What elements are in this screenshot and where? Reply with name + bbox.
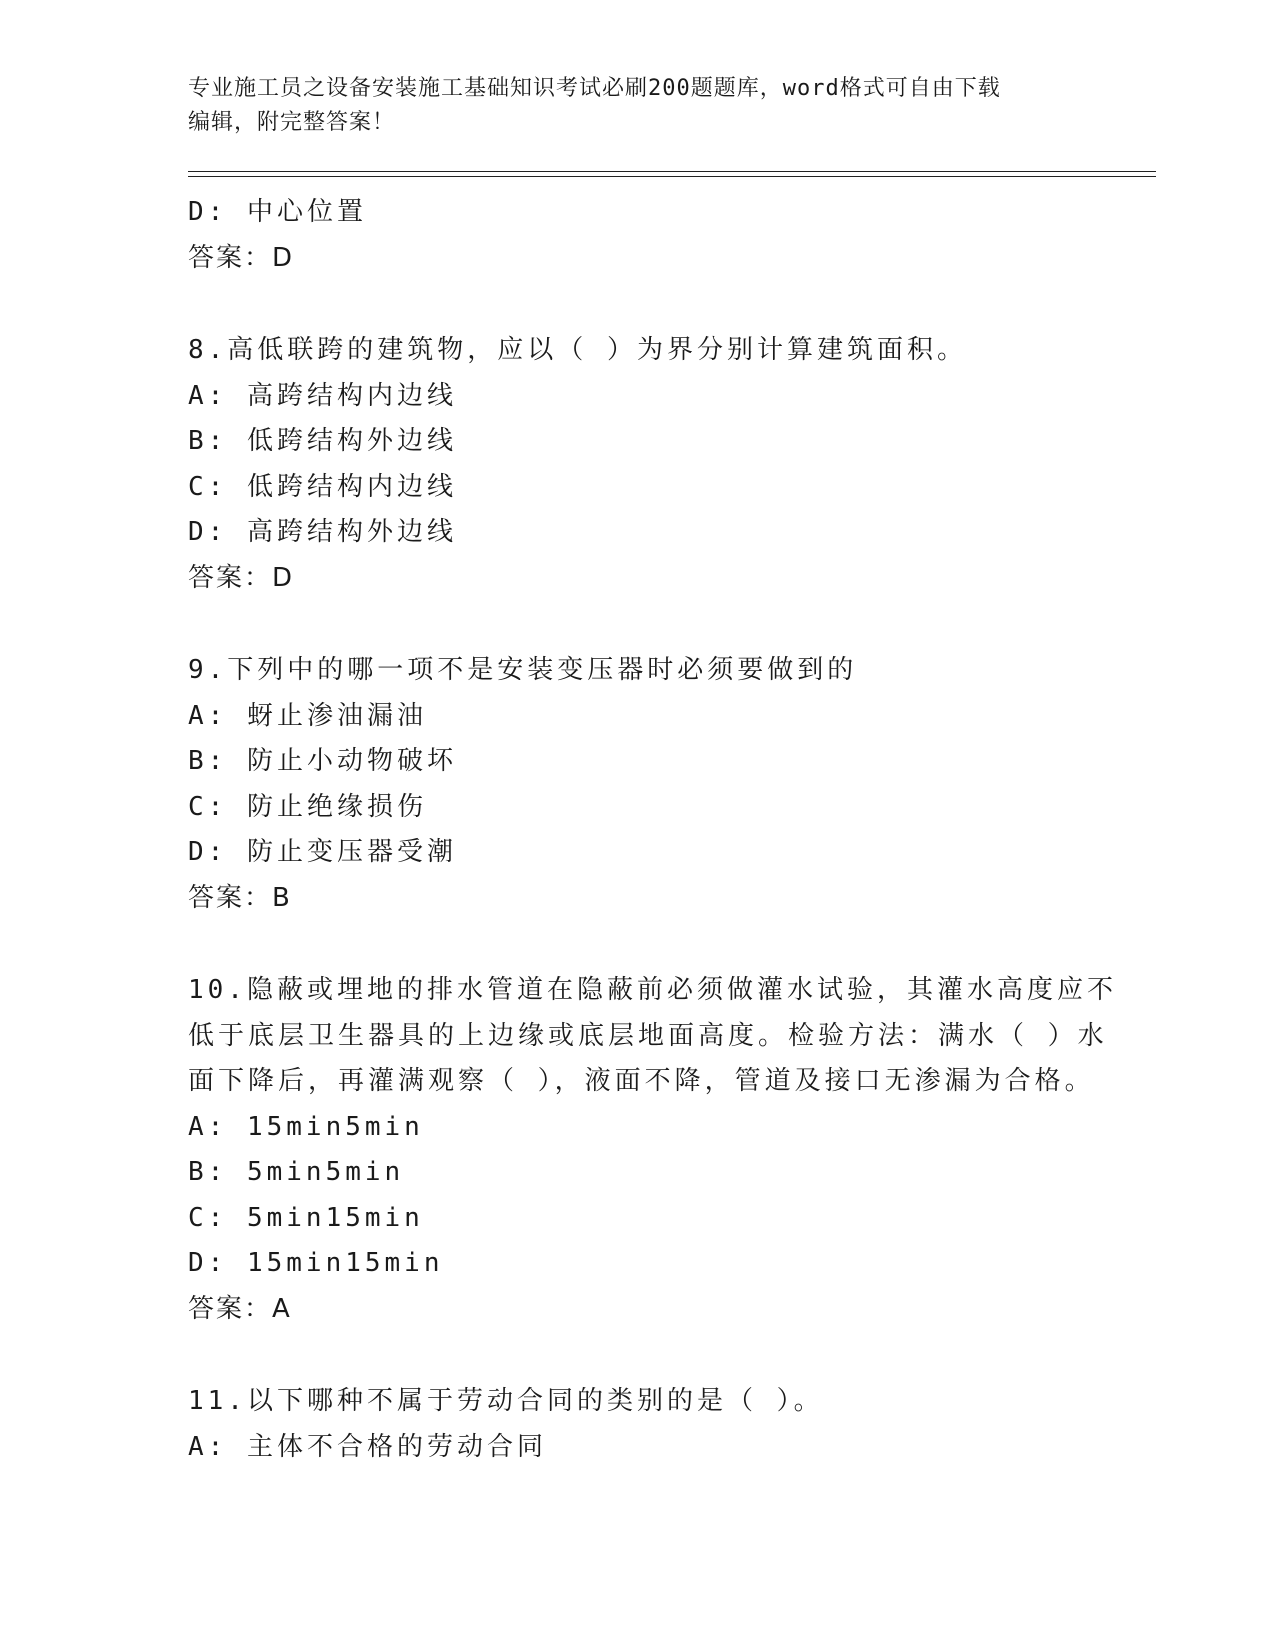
question-stem-line-1: 10.隐蔽或埋地的排水管道在隐蔽前必须做灌水试验，其灌水高度应不 (188, 975, 1117, 1005)
question-stem: 8.高低联跨的建筑物，应以（ ）为界分别计算建筑面积。 (188, 335, 967, 365)
header-line-1: 专业施工员之设备安装施工基础知识考试必刷200题题库，word格式可自由下载 (188, 76, 1001, 101)
question-stem: 11.以下哪种不属于劳动合同的类别的是（ ）。 (188, 1386, 824, 1416)
option-a: A: 蚜止渗油漏油 (188, 700, 427, 731)
option-b: B: 5min5min (188, 1157, 405, 1187)
question-9 (188, 648, 1088, 921)
option-c: C: 5min15min (188, 1202, 424, 1233)
header-rule-bottom (188, 176, 1156, 177)
option-a: A: 主体不合格的劳动合同 (188, 1431, 547, 1462)
answer: 答案：D (188, 562, 295, 593)
document-header (188, 72, 1078, 140)
question-stem: 9.下列中的哪一项不是安装变压器时必须要做到的 (188, 655, 858, 685)
answer: 答案：A (188, 1293, 292, 1324)
option-d: D: 中心位置 (188, 197, 367, 227)
question-11 (188, 1379, 1088, 1470)
option-d: D: 15min15min (188, 1248, 444, 1278)
answer: 答案：B (188, 882, 292, 913)
option-a: A: 15min5min (188, 1111, 424, 1142)
option-d: D: 防止变压器受潮 (188, 837, 457, 867)
option-c: C: 低跨结构内边线 (188, 471, 457, 502)
previous-question-tail (188, 190, 1088, 281)
option-a: A: 高跨结构内边线 (188, 380, 457, 411)
answer: 答案：D (188, 242, 295, 273)
option-b: B: 低跨结构外边线 (188, 426, 457, 456)
question-stem-line-3: 面下降后，再灌满观察（ ），液面不降，管道及接口无渗漏为合格。 (188, 1066, 1095, 1096)
option-d: D: 高跨结构外边线 (188, 517, 457, 547)
question-10 (188, 968, 1117, 1332)
question-list (188, 190, 1117, 1470)
question-stem-line-2: 低于底层卫生器具的上边缘或底层地面高度。检验方法：满水（ ）水 (188, 1020, 1108, 1051)
option-c: C: 防止绝缘损伤 (188, 791, 427, 822)
header-rule-top (188, 171, 1156, 172)
option-b: B: 防止小动物破坏 (188, 746, 457, 776)
question-8 (188, 328, 1088, 601)
header-line-2: 编辑，附完整答案！ (188, 110, 396, 135)
